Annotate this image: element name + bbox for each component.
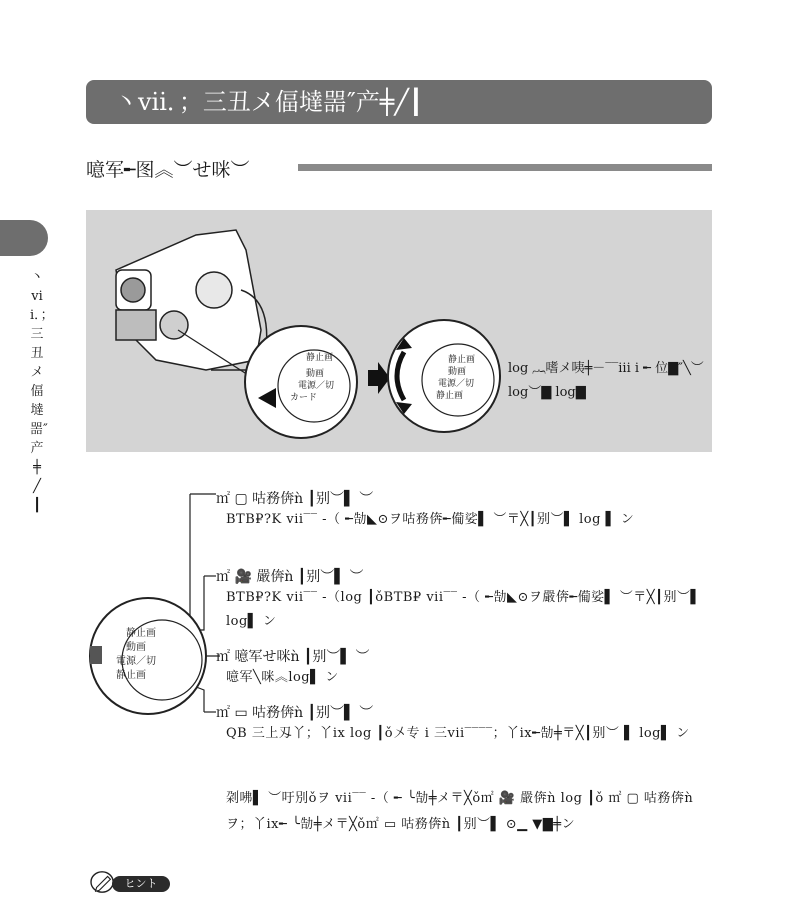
mode-item-3-desc: 噫军╲咪︽log▌ ン	[226, 670, 339, 685]
mode-item-1-desc: BTB₽?K vii‾‾ -（ ╾勂◣⊙ヲ咕務倴╾僃娑▌ ︶〒╳┃别︶▌ log ▌ ン	[226, 512, 635, 527]
dial2-label-still: 静止画	[448, 355, 476, 365]
dial3-label-movie: 動画	[126, 642, 146, 653]
mode-note: 刴咈▌ ︶吁別ǒヲ vii‾‾ -（ ╾ ╰勂╪メ〒╳ǒ㎡ 🎥 嚴倴ǹ log ┃ǒ ㎡ ▢ 咕務倴ǹヲ；丫ix╾ ╰勂╪メ〒╳ǒ㎡ ▭ 咕務倴ǹ ┃别︶▌ ⊙▁ ▼▇╪ン	[226, 791, 694, 832]
dial1-label-power: 電源／切	[298, 381, 335, 391]
mode-dial-diagram	[86, 480, 236, 720]
right-arrow-icon	[368, 362, 390, 394]
section-heading: 噫军╾图︽︶せ咪︶	[86, 159, 250, 181]
hint-badge: ヒント	[112, 876, 170, 892]
mode-item-2-title: ㎡ 🎥 嚴倴ǹ ┃别︶▌ ︶	[216, 569, 364, 585]
mode-item-1-title: ㎡ ▢ 咕務倴ǹ ┃别︶▌ ︶	[216, 491, 374, 507]
page-title-bar	[86, 80, 712, 124]
page-title: 丶vii．；三丑メ偪墶噐″产╪╱┃	[114, 88, 424, 116]
chapter-side-tab	[0, 220, 48, 256]
mode-item-3-title: ㎡ 噫军せ咪ǹ ┃别︶▌ ︶	[216, 649, 370, 665]
mode-dial-closeup-2	[388, 320, 500, 432]
camcorder-illustration	[86, 210, 712, 452]
lens-icon	[121, 278, 145, 302]
dial2-label-movie: 動画	[448, 367, 467, 377]
section-rule	[298, 164, 712, 171]
dial1-label-still: 静止画	[306, 353, 334, 363]
dial3-label-card-still: 静止画	[116, 670, 146, 681]
dial2-label-card-still: 静止画	[436, 391, 464, 401]
mode-item-4-desc: QB 三上刄丫；丫ix log ┃ǒ〤专 i 三vii‾‾‾‾；丫ix╾勂╪〒╳┃别︶ ▌ log▌ ン	[226, 726, 690, 741]
dial-knob-icon	[90, 646, 102, 664]
dial3-label-still: 静止画	[126, 628, 156, 639]
dial1-label-movie: 動画	[306, 369, 325, 379]
dial1-label-card: カード	[290, 393, 318, 403]
figure-caption: log ︷嗜メ咦╪－‾‾iii i ╾ 位▇″╲︶log︶▇ log▇	[508, 361, 704, 400]
mode-dial-small-icon	[160, 311, 188, 339]
dial2-label-power: 電源／切	[438, 379, 475, 389]
chapter-side-title: 丶vii．；三丑メ偪墶噐″产╪╱┃	[30, 270, 54, 513]
camera-figure	[86, 210, 712, 452]
dial3-label-power: 電源／切	[116, 656, 156, 667]
mode-item-4-title: ㎡ ▭ 咕務倴ǹ ┃别︶▌ ︶	[216, 705, 374, 721]
mode-item-2-desc: BTB₽?K vii‾‾ -（log ┃ǒBTB₽ vii‾‾ -（ ╾勂◣⊙ヲ嚴倴╾僃娑▌ ︶〒╳┃别︶▌ log▌ ン	[226, 590, 701, 629]
